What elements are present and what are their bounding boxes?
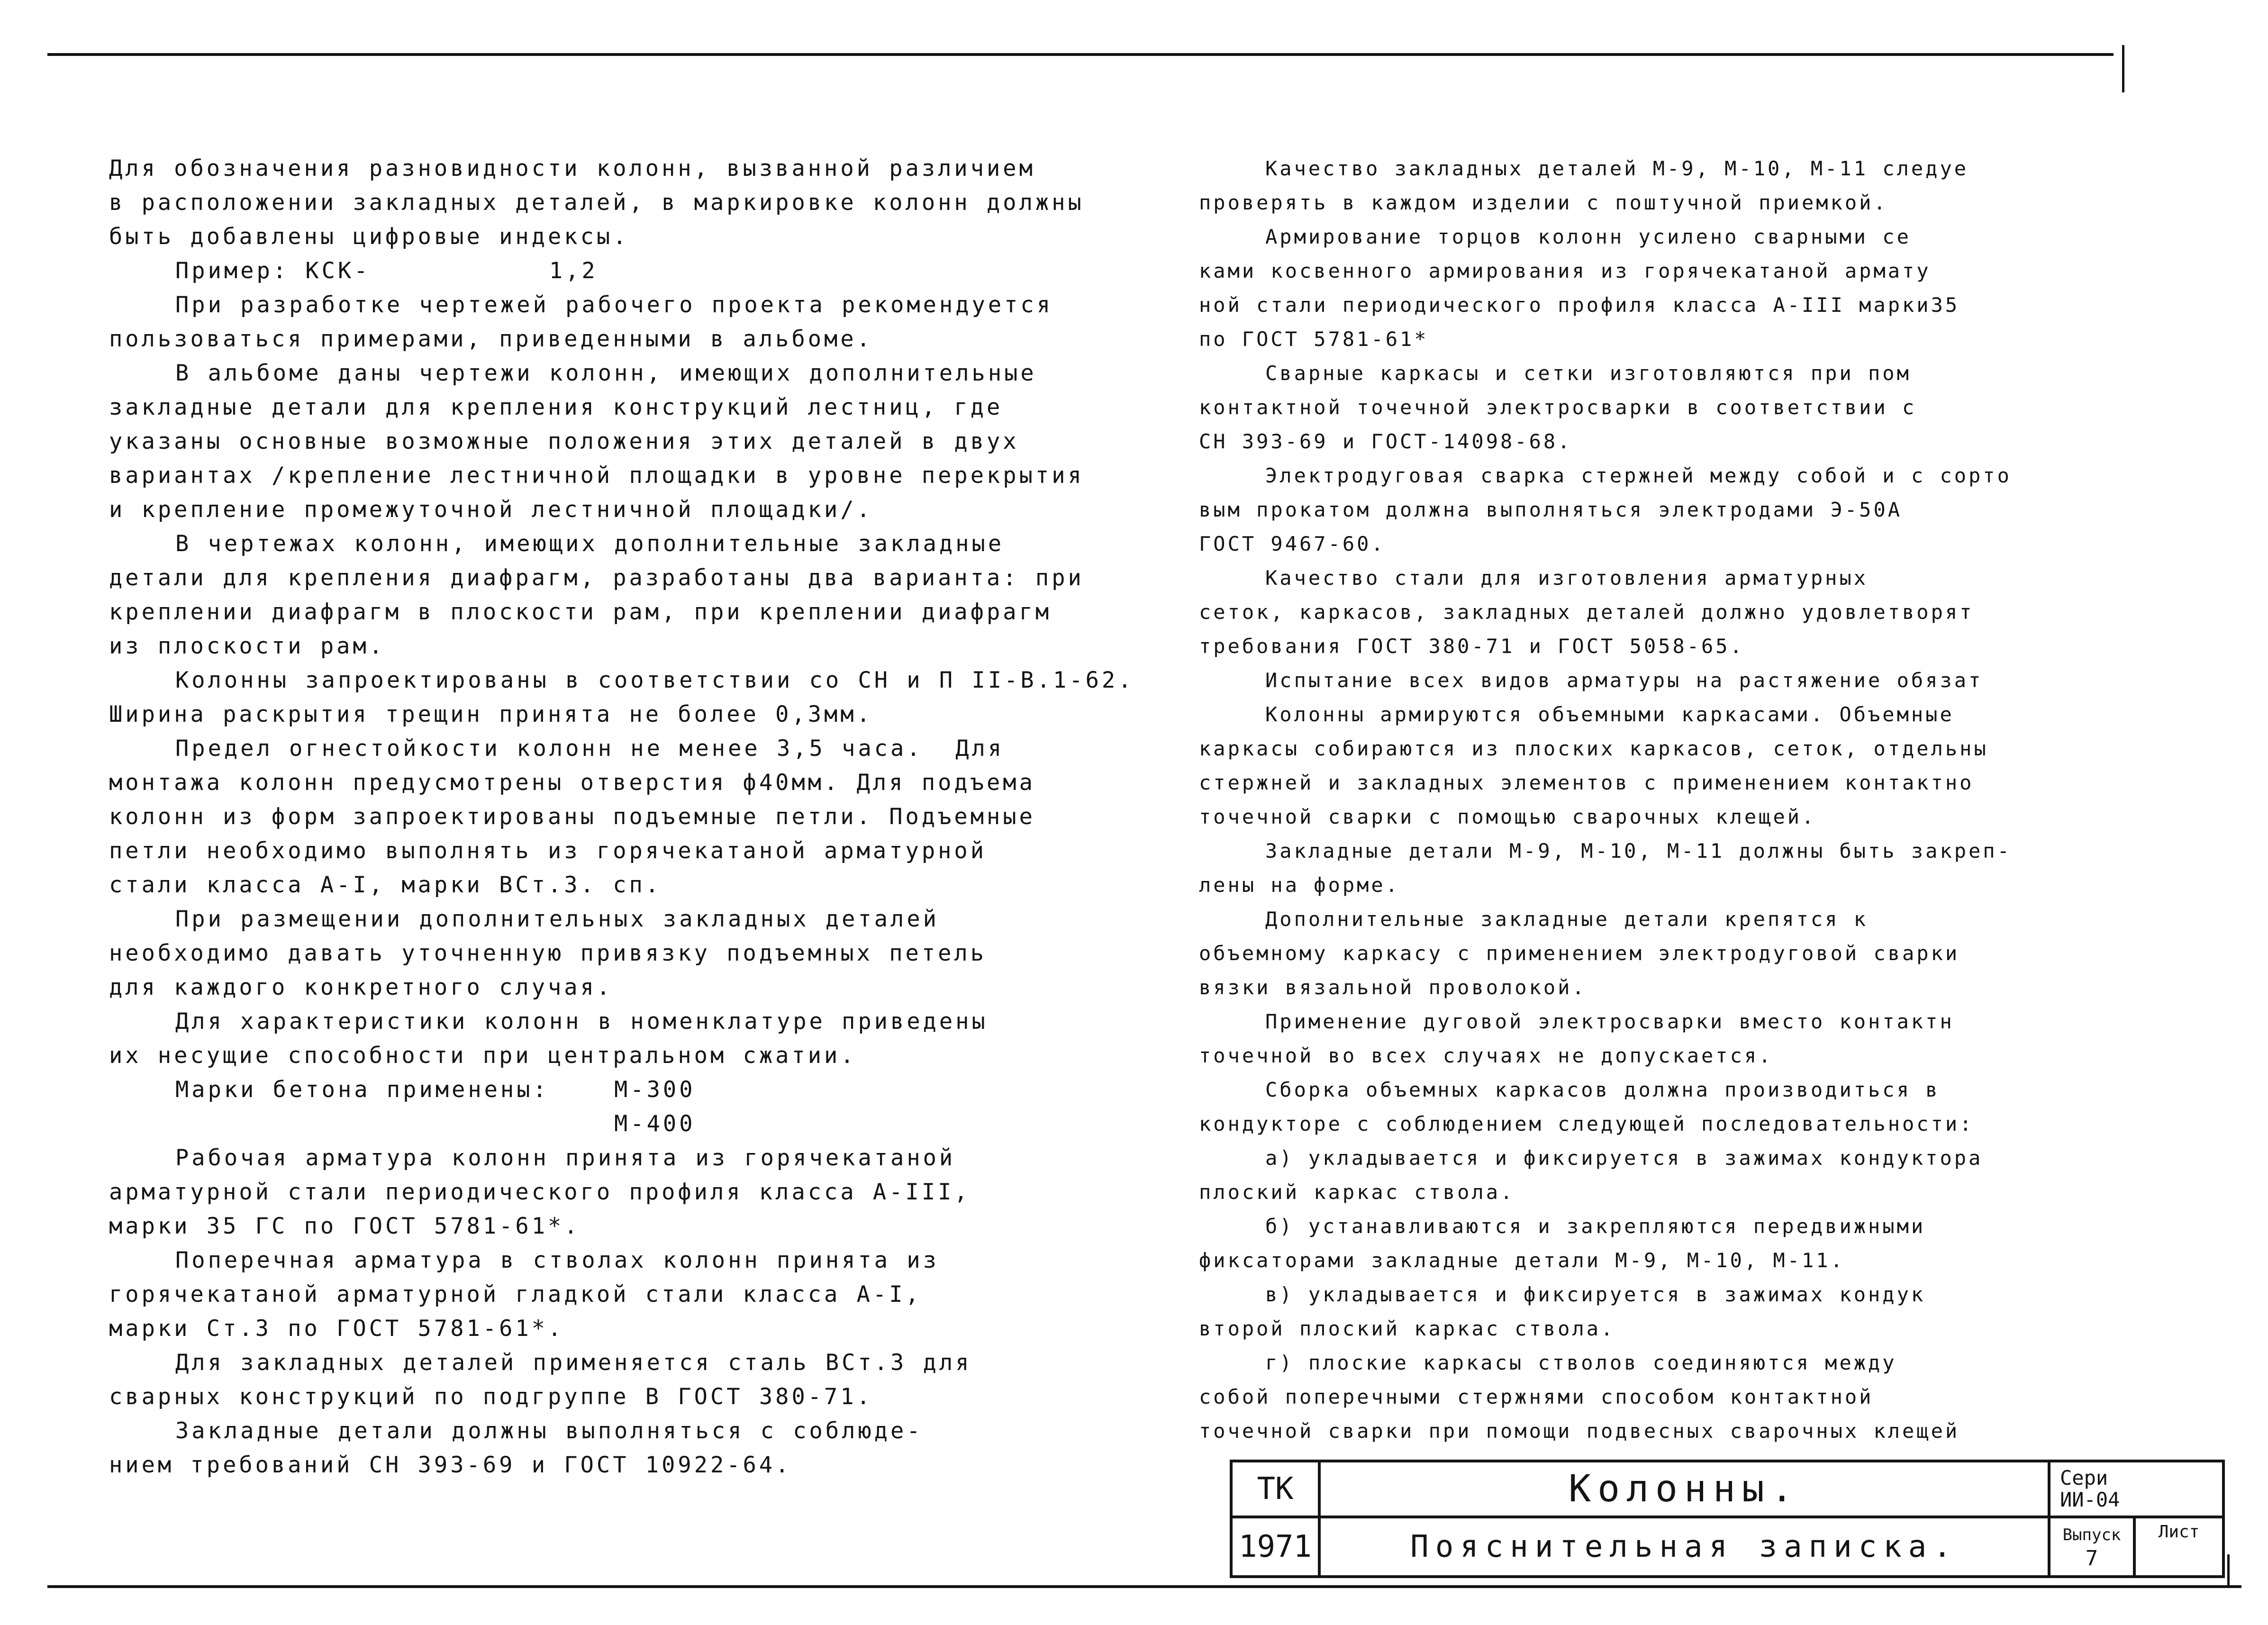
right-text-column: [1199, 152, 2161, 1448]
text-line: Испытание всех видов арматуры на растяжение обязат: [1265, 669, 1983, 692]
text-line: пользоваться примерами, приведенными в альбоме.: [109, 326, 873, 352]
text-line: в расположении закладных деталей, в маркировке колонн должны: [109, 190, 1084, 216]
text-line: Предел огнестойкости колонн не менее 3,5 часа. Для: [175, 735, 1005, 762]
bottom-border-line: [47, 1585, 2241, 1588]
code-text: ТК: [1257, 1471, 1294, 1507]
text-line: лены на форме.: [1199, 873, 1400, 897]
text-line: г) плоские каркасы стволов соединяются между: [1265, 1351, 1897, 1374]
text-line: точечной во всех случаях не допускается.: [1199, 1044, 1773, 1067]
text-line: по ГОСТ 5781-61*: [1199, 327, 1429, 351]
text-line: объемному каркасу с применением электродуговой сварки: [1199, 942, 1960, 965]
right-edge-mark-lower: [2227, 1554, 2230, 1588]
text-line: Закладные детали должны выполняться с соблюде-: [175, 1418, 923, 1444]
text-line: Сварные каркасы и сетки изготовляются при пом: [1265, 362, 1911, 385]
text-line: быть добавлены цифровые индексы.: [109, 224, 629, 250]
text-line: плоский каркас ствола.: [1199, 1180, 1515, 1204]
text-line: требования ГОСТ 380-71 и ГОСТ 5058-65.: [1199, 635, 1744, 658]
text-line: Рабочая арматура колонн принята из горячекатаной: [175, 1145, 956, 1171]
text-line: марки Ст.3 по ГОСТ 5781-61*.: [109, 1316, 564, 1342]
text-line: ной стали периодического профиля класса А-III марки35: [1199, 293, 1960, 317]
text-line: В чертежах колонн, имеющих дополнительные закладные: [175, 531, 1005, 557]
text-line: кондукторе с соблюдением следующей последовательности:: [1199, 1112, 1974, 1135]
text-line: контактной точечной электросварки в соответствии с: [1199, 396, 1917, 419]
text-line: Ширина раскрытия трещин принята не более 0,3мм.: [109, 701, 873, 727]
text-line: марки 35 ГС по ГОСТ 5781-61*.: [109, 1213, 581, 1239]
text-line: ками косвенного армирования из горячекатаной армату: [1199, 259, 1931, 282]
title-block-sheet: [2136, 1518, 2222, 1575]
text-line: проверять в каждом изделии с поштучной приемкой.: [1199, 191, 1888, 214]
text-line: и крепление промежуточной лестничной площадки/.: [109, 497, 873, 523]
text-line: вязки вязальной проволокой.: [1199, 976, 1587, 999]
text-line: Закладные детали М-9, М-10, М-11 должны быть закреп-: [1265, 839, 2012, 862]
text-line: Для закладных деталей применяется сталь ВСт.3 для: [175, 1350, 972, 1376]
series-value: ИИ-04: [2060, 1488, 2120, 1511]
text-line: Для обозначения разновидности колонн, вызванной различием: [109, 155, 1035, 182]
issue-value: 7: [2085, 1546, 2098, 1571]
text-line: Применение дуговой электросварки вместо контактн: [1265, 1010, 1954, 1033]
text-line: Колонны запроектированы в соответствии со СН и П II-В.1-62.: [175, 667, 1134, 693]
text-line: Электродуговая сварка стержней между собой и с сорто: [1265, 464, 2012, 487]
text-line: для каждого конкретного случая.: [109, 974, 613, 1000]
text-line: закладные детали для крепления конструкций лестниц, где: [109, 394, 1003, 420]
text-line: вариантах /крепление лестничной площадки в уровне перекрытия: [109, 463, 1084, 489]
text-line: фиксаторами закладные детали М-9, М-10, М-11.: [1199, 1249, 1845, 1272]
right-edge-mark: [2122, 45, 2124, 92]
text-line: Сборка объемных каркасов должна производиться в: [1265, 1078, 1940, 1101]
text-line: При размещении дополнительных закладных деталей: [175, 906, 939, 932]
text-line: В альбоме даны чертежи колонн, имеющих дополнительные: [175, 360, 1037, 386]
text-line: Пример: КСК- 1,2: [175, 258, 598, 284]
text-line: Качество закладных деталей М-9, М-10, М-11 следуе: [1265, 157, 1969, 180]
left-text-column: [109, 152, 1180, 1482]
text-line: Марки бетона применены: М-300: [175, 1077, 696, 1103]
text-line: в) укладывается и фиксируется в зажимах кондук: [1265, 1283, 1926, 1306]
text-line: необходимо давать уточненную привязку подъемных петель: [109, 940, 987, 966]
document-subtitle: Пояснительная записка.: [1410, 1529, 1958, 1564]
text-line: а) укладывается и фиксируется в зажимах кондуктора: [1265, 1146, 1983, 1170]
text-line: М-400: [175, 1111, 696, 1137]
text-line: Поперечная арматура в стволах колонн принята из: [175, 1247, 939, 1273]
text-line: сеток, каркасов, закладных деталей должно удовлетворят: [1199, 600, 1974, 624]
text-line: точечной сварки при помощи подвесных сварочных клещей: [1199, 1419, 1960, 1443]
text-line: Для характеристики колонн в номенклатуре приведены: [175, 1008, 988, 1035]
sheet-label: Лист: [2158, 1522, 2200, 1542]
title-block-subtitle: [1321, 1518, 2048, 1575]
text-line: вым прокатом должна выполняться электродами Э-50А: [1199, 498, 1903, 521]
title-block: [1230, 1460, 2225, 1578]
text-line: ГОСТ 9467-60.: [1199, 532, 1386, 555]
text-line: горячекатаной арматурной гладкой стали класса А-I,: [109, 1281, 922, 1307]
title-block-issue: [2050, 1518, 2133, 1575]
text-line: стали класса А-I, марки ВСт.3. сп.: [109, 872, 662, 898]
text-line: каркасы собираются из плоских каркасов, сеток, отдельны: [1199, 737, 1988, 760]
text-line: монтажа колонн предусмотрены отверстия ф40мм. Для подъема: [109, 770, 1035, 796]
text-line: их несущие способности при центральном сжатии.: [109, 1043, 857, 1069]
title-block-title: [1321, 1462, 2048, 1516]
text-line: арматурной стали периодического профиля класса А-III,: [109, 1179, 971, 1205]
title-block-year: [1233, 1518, 1318, 1575]
top-border-line: [47, 53, 2114, 56]
text-line: петли необходимо выполнять из горячекатаной арматурной: [109, 838, 987, 864]
text-line: креплении диафрагм в плоскости рам, при креплении диафрагм: [109, 599, 1052, 625]
text-line: СН 393-69 и ГОСТ-14098-68.: [1199, 430, 1572, 453]
text-line: второй плоский каркас ствола.: [1199, 1317, 1615, 1340]
text-line: собой поперечными стержнями способом контактной: [1199, 1385, 1874, 1408]
text-line: из плоскости рам.: [109, 633, 386, 659]
title-block-series: [2050, 1462, 2222, 1516]
text-line: точечной сварки с помощью сварочных клещей.: [1199, 805, 1816, 828]
text-line: Колонны армируются объемными каркасами. Объемные: [1265, 703, 1954, 726]
text-line: колонн из форм запроектированы подъемные петли. Подъемные: [109, 804, 1035, 830]
title-block-code: [1233, 1462, 1318, 1516]
text-line: нием требований СН 393-69 и ГОСТ 10922-64.: [109, 1452, 792, 1478]
text-line: детали для крепления диафрагм, разработаны два варианта: при: [109, 565, 1084, 591]
text-line: б) устанавливаются и закрепляются передвижными: [1265, 1215, 1926, 1238]
document-title: Колонны.: [1569, 1468, 1800, 1510]
text-line: Дополнительные закладные детали крепятся к: [1265, 908, 1869, 931]
text-line: сварных конструкций по подгруппе В ГОСТ 380-71.: [109, 1384, 873, 1410]
text-line: Качество стали для изготовления арматурных: [1265, 566, 1869, 590]
text-line: Армирование торцов колонн усилено сварными се: [1265, 225, 1911, 248]
text-line: указаны основные возможные положения этих деталей в двух: [109, 428, 1019, 454]
text-line: При разработке чертежей рабочего проекта рекомендуется: [175, 292, 1053, 318]
year-text: 1971: [1238, 1529, 1312, 1564]
text-line: стержней и закладных элементов с применением контактно: [1199, 771, 1974, 794]
issue-label: Выпуск: [2062, 1525, 2121, 1544]
series-label: Сери: [2060, 1466, 2108, 1489]
